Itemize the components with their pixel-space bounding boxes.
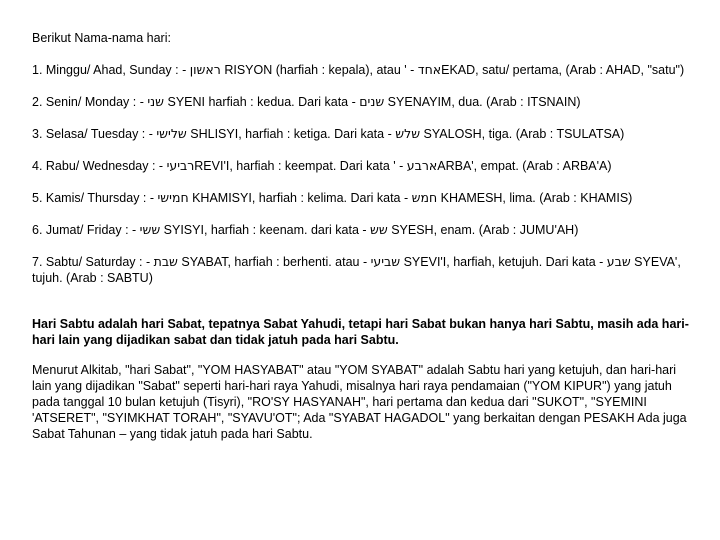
day-item-3 [32, 126, 698, 142]
day-3-hebrew-root: שלש [395, 126, 421, 141]
day-3-prefix: 3. Selasa/ Tuesday : - [32, 127, 157, 141]
day-1-middle: RISYON (harfiah : kepala), atau ' - [220, 63, 418, 77]
day-6-hebrew-root: שש [370, 222, 388, 237]
day-7-hebrew-root: שבע [606, 254, 631, 269]
day-item-1 [32, 62, 698, 78]
closing-paragraph: Menurut Alkitab, "hari Sabat", "YOM HASYABAT" atau "YOM SYABAT" adalah Sabtu hari yang ketujuh, dan hari-hari lain yang dijadikan "Sabat" seperti hari-hari raya Yahudi, misalnya hari raya pendamaian ("YOM KIPUR") yang jatuh pada tanggal 10 bulan ketujuh (Tisyri), "RO'SY HASYANAH", hari pertama dan kedua dari "SUKOT", "SYEMINI 'ATSERET", "SYIMKHAT TORAH", "SYAVU'OT"; Ada "SYABAT HAGADOL" yang berkaitan dengan PESAKH Ada juga Sabat Tahunan – yang tidak jatuh pada hari Sabtu. [32, 363, 687, 441]
day-2-middle: SYENI harfiah : kedua. Dari kata - [164, 95, 360, 109]
day-1-suffix: EKAD, satu/ pertama, (Arab : AHAD, "satu") [441, 63, 685, 77]
day-1-hebrew-name: ראשון [189, 62, 221, 77]
day-item-4 [32, 158, 698, 174]
day-7-suffix-2: SYEVA', tujuh. (Arab : SABTU) [32, 255, 681, 285]
day-4-hebrew-root: ארבע [406, 158, 438, 173]
day-6-middle: SYISYI, harfiah : keenam. dari kata - [160, 223, 371, 237]
day-4-prefix: 4. Rabu/ Wednesday : - [32, 159, 167, 173]
day-5-suffix: KHAMESH, lima. (Arab : KHAMIS) [437, 191, 633, 205]
day-6-hebrew-name: ששי [139, 222, 161, 237]
day-1-hebrew-root: אחד [417, 62, 442, 77]
day-5-prefix: 5. Kamis/ Thursday : - [32, 191, 158, 205]
day-item-6 [32, 222, 698, 238]
day-7-prefix: 7. Sabtu/ Saturday : - [32, 255, 154, 269]
day-5-middle: KHAMISYI, harfiah : kelima. Dari kata - [188, 191, 412, 205]
day-item-2 [32, 94, 698, 110]
day-4-middle: REVI'I, harfiah : keempat. Dari kata ' - [194, 159, 407, 173]
day-3-suffix: SYALOSH, tiga. (Arab : TSULATSA) [420, 127, 625, 141]
intro-text: Berikut Nama-nama hari: [32, 31, 171, 45]
day-7-hebrew-name: שבת [153, 254, 178, 269]
day-6-prefix: 6. Jumat/ Friday : - [32, 223, 140, 237]
day-7-suffix: SYEVI'I, harfiah, ketujuh. Dari kata - [400, 255, 607, 269]
day-item-7 [32, 254, 698, 286]
day-7-middle: SYABAT, harfiah : berhenti. atau - [177, 255, 371, 269]
day-4-suffix: ARBA', empat. (Arab : ARBA'A) [437, 159, 612, 173]
day-4-hebrew-name: רביעי [166, 158, 195, 173]
day-1-prefix: 1. Minggu/ Ahad, Sunday : - [32, 63, 190, 77]
day-3-middle: SHLISYI, harfiah : ketiga. Dari kata - [186, 127, 396, 141]
day-item-5 [32, 190, 698, 206]
day-2-suffix: SYENAYIM, dua. (Arab : ITSNAIN) [384, 95, 581, 109]
day-7-hebrew-ordinal: שביעי [370, 254, 401, 269]
day-6-suffix: SYESH, enam. (Arab : JUMU'AH) [387, 223, 579, 237]
day-2-hebrew-root: שנים [359, 94, 385, 109]
day-2-hebrew-name: שני [147, 94, 165, 109]
day-3-hebrew-name: שלישי [156, 126, 187, 141]
day-2-prefix: 2. Senin/ Monday : - [32, 95, 148, 109]
sabbath-summary-paragraph: Hari Sabtu adalah hari Sabat, tepatnya Sabat Yahudi, tetapi hari Sabat bukan hanya hari Sabtu, masih ada hari-hari lain yang dijadikan sabat dan tidak jatuh pada hari Sabtu. [32, 317, 689, 347]
day-5-hebrew-name: חמישי [157, 190, 189, 205]
day-5-hebrew-root: חמש [411, 190, 438, 205]
